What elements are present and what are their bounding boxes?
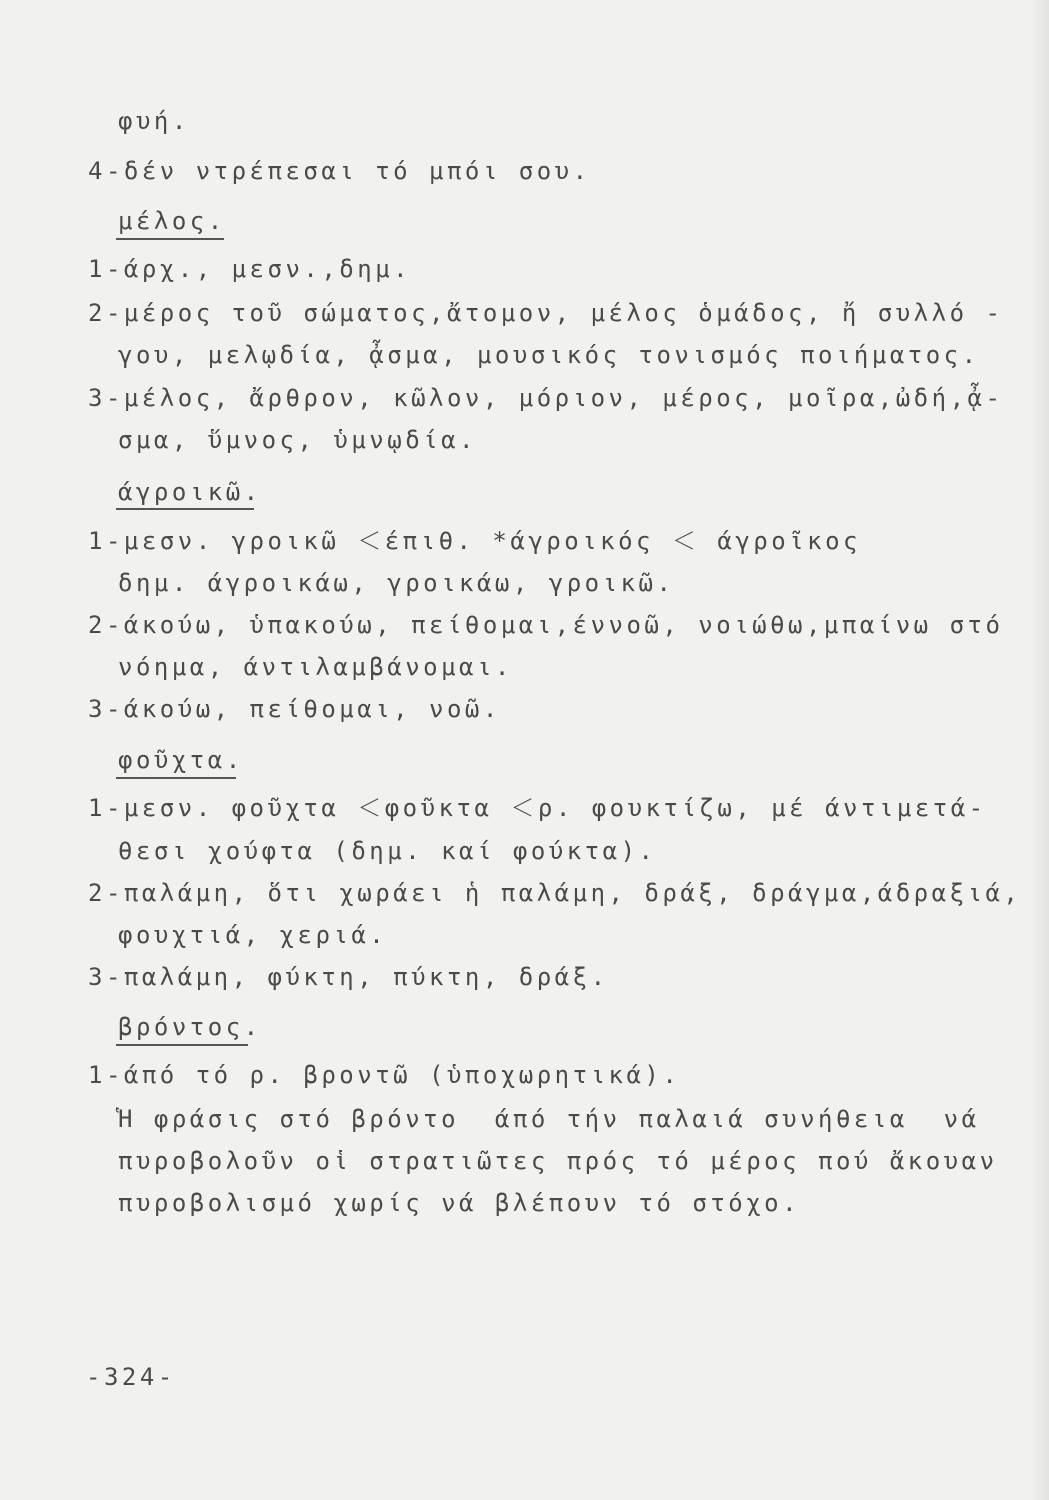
text-line: θεσι χούφτα (δημ. καί φούκτα). <box>118 837 657 865</box>
heading-underline <box>116 1044 248 1046</box>
text-line: δημ. άγροικάω, γροικάω, γροικῶ. <box>118 569 675 597</box>
text-line: φυή. <box>118 107 190 135</box>
page-number: -324- <box>86 1363 176 1391</box>
text-line: νόημα, άντιλαμβάνομαι. <box>118 653 513 681</box>
text-line: 3-μέλος, ἄρθρον, κῶλον, μόριον, μέρος, μοῖρα,ὠδή,ᾆ- <box>88 384 1004 412</box>
text-line: φουχτιά, χεριά. <box>118 921 388 949</box>
entry-heading-fouchta: φοῦχτα. <box>118 746 244 774</box>
text-line: 4-δέν ντρέπεσαι τό μπόι σου. <box>88 157 591 185</box>
entry-heading-agroiko: άγροικῶ. <box>118 478 262 506</box>
entry-heading-vrontos: βρόντος. <box>118 1013 262 1041</box>
heading-underline <box>116 777 236 779</box>
text-line: 2-παλάμη, ὅτι χωράει ἡ παλάμη, δράξ, δράγμα,άδραξιά, <box>88 879 1022 907</box>
heading-underline <box>116 508 254 510</box>
text-line: 2-μέρος τοῦ σώματος,ἄτομον, μέλος ὁμάδος, ἤ συλλό - <box>88 299 1004 327</box>
text-line: πυροβολισμό χωρίς νά βλέπουν τό στόχο. <box>118 1189 801 1217</box>
text-line: πυροβολοῦν οἱ στρατιῶτες πρός τό μέρος πού ἄκουαν <box>118 1147 998 1175</box>
text-line: Ἡ φράσις στό βρόντο άπό τήν παλαιά συνήθεια νά <box>118 1105 980 1133</box>
entry-heading-melos: μέλος. <box>118 207 226 235</box>
text-line: γου, μελῳδία, ᾆσμα, μουσικός τονισμός ποιήματος. <box>118 341 980 369</box>
text-line: 3-άκούω, πείθομαι, νοῶ. <box>88 695 501 723</box>
page-edge-shadow <box>1031 0 1049 1500</box>
text-line: σμα, ὕμνος, ὑμνῳδία. <box>118 426 477 454</box>
text-line: 2-άκούω, ὑπακούω, πείθομαι,έννοῶ, νοιώθω,μπαίνω στό <box>88 611 1004 639</box>
text-line: 1-μεσν. γροικῶ ＜έπιθ. *άγροικός ＜ άγροῖκος <box>88 527 861 555</box>
heading-underline <box>116 238 224 240</box>
text-line: 1-μεσν. φοῦχτα ＜φοῦκτα ＜ρ. φουκτίζω, μέ άντιμετά- <box>88 794 987 822</box>
text-line: 1-άρχ., μεσν.,δημ. <box>88 255 412 283</box>
text-line: 1-άπό τό ρ. βροντῶ (ὑποχωρητικά). <box>88 1061 681 1089</box>
text-line: 3-παλάμη, φύκτη, πύκτη, δράξ. <box>88 963 609 991</box>
